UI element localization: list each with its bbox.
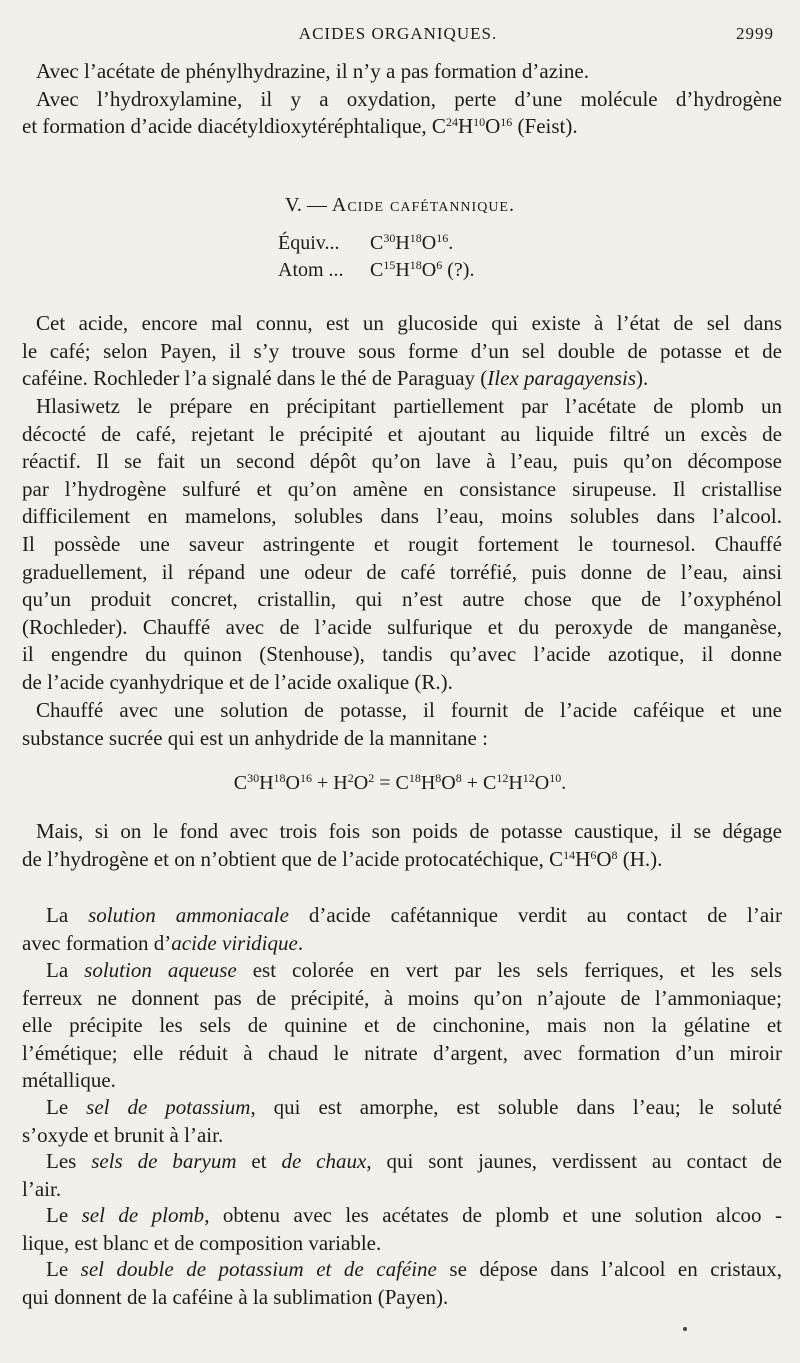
text-line: l’air. [22, 1176, 62, 1201]
text-line: Le sel double de potassium et de caféine se dépose dans l’alcool en cristaux, [46, 1257, 782, 1281]
text-line: difficilement en mamelons, solubles dans l’eau, moins solubles dans l’alcool. [22, 504, 782, 529]
text-line: le café; selon Payen, il s’y trouve sous forme d’un sel double de potasse et de [22, 338, 782, 363]
text-line: avec formation d’acide viridique. [22, 930, 304, 955]
text-line: Hlasiwetz le prépare en précipitant partiellement par l’acétate de plomb un [36, 394, 782, 418]
text-line: substance sucrée qui est un anhydride de la mannitane : [22, 725, 488, 750]
paragraph-double-salt [22, 1256, 782, 1311]
text-line: métallique. [22, 1068, 116, 1093]
text-line: qu’un produit concret, cristallin, qui n’est autre chose que de l’oxyphénol [22, 587, 782, 612]
text-line: décocté de café, rejetant le précipité et ajoutant au liquide filtré un excès de [22, 421, 782, 446]
running-title: ACIDES ORGANIQUES. [298, 24, 498, 43]
text-line: de l’acide cyanhydrique et de l’acide oxalique (R.). [22, 669, 453, 694]
intro-paragraph [22, 58, 782, 141]
text-line: caféine. Rochleder l’a signalé dans le thé de Paraguay (Ilex paragayensis). [22, 366, 649, 391]
text-line: Chauffé avec une solution de potasse, il fournit de l’acide caféique et une [36, 698, 782, 722]
equivalent-formula: Équiv... $C^{30}H^{18}O^{16}$. [278, 231, 454, 254]
text-line: l’émétique; elle réduit à chaud le nitrate d’argent, avec formation d’un miroir [22, 1040, 782, 1065]
text-line: La solution ammoniacale d’acide cafétannique verdit au contact de l’air [46, 903, 782, 927]
chemical-formula: $C^{24}H^{10}O^{16}$ [431, 114, 513, 139]
text-line: (Rochleder). Chauffé avec de l’acide sulfurique et du peroxyde de manganèse, [22, 614, 782, 639]
formula-block [278, 230, 474, 284]
paragraph-potassium-salt [22, 1094, 782, 1149]
text-line: Le sel de plomb, obtenu avec les acétates de plomb et une solution alcoo - [46, 1203, 782, 1227]
reaction-equation: $C^{30}H^{18}O^{16} + H^2O^2 = C^{18}H^8O^8 + C^{12}H^{12}O^{10}$. [233, 771, 567, 794]
paragraph-aqueous [22, 957, 782, 1095]
text-line: La solution aqueuse est colorée en vert par les sels ferriques, et les sels [46, 958, 782, 982]
text-line: Le sel de potassium, qui est amorphe, est soluble dans l’eau; le soluté [46, 1095, 782, 1119]
text-line: qui donnent de la caféine à la sublimation (Payen). [22, 1284, 449, 1309]
text-line: ferreux ne donnent pas de précipité, à moins qu’on n’ajoute de l’ammoniaque; [22, 985, 782, 1010]
text-line: il engendre du quinon (Stenhouse), tandis qu’avec l’acide azotique, il donne [22, 642, 782, 667]
paragraph-occurrence [22, 310, 782, 393]
text-line: Avec l’acétate de phénylhydrazine, il n’y a pas formation d’azine. [36, 59, 589, 83]
text-line: et formation d’acide diacétyldioxytéréphtalique, $C^{24}H^{10}O^{16}$ (Feist). [22, 114, 578, 139]
section-title: Acide cafétannique. [331, 194, 515, 216]
paragraph-potash [22, 697, 782, 752]
text-line: elle précipite les sels de quinine et de cinchonine, mais non la gélatine et [22, 1013, 782, 1038]
text-line: par l’hydrogène sulfuré et qu’on amène en consistance sirupeuse. Il cristallise [22, 476, 782, 501]
paragraph-ammoniacal [22, 902, 782, 957]
ink-speck [683, 1327, 687, 1331]
text-line: s’oxyde et brunit à l’air. [22, 1122, 224, 1147]
text-line: Les sels de baryum et de chaux, qui sont jaunes, verdissent au contact de [46, 1149, 782, 1173]
running-head [22, 24, 774, 48]
chemical-formula: $C^{14}H^6O^8$ [549, 846, 618, 871]
page-number: 2999 [736, 24, 774, 43]
section-heading: V. — Acide cafétannique. [285, 194, 515, 216]
text-line: Mais, si on le fond avec trois fois son poids de potasse caustique, il se dégage [36, 819, 782, 843]
atomic-formula: Atom ... $C^{15}H^{18}O^6$ (?). [278, 258, 475, 281]
paragraph-lead-salt [22, 1202, 782, 1257]
text-line: Il possède une saveur astringente et rougit fortement le tournesol. Chauffé [22, 531, 782, 556]
paragraph-preparation [22, 393, 782, 697]
text-line: graduellement, il répand une odeur de café torréfié, puis donne de l’eau, ainsi [22, 559, 782, 584]
text-line: Cet acide, encore mal connu, est un glucoside qui existe à l’état de sel dans [36, 311, 782, 335]
text-line: réactif. Il se fait un second dépôt qu’on lave à l’eau, puis qu’on décompose [22, 449, 782, 474]
text-line: lique, est blanc et de composition variable. [22, 1230, 382, 1255]
paragraph-barium-salts [22, 1148, 782, 1203]
paragraph-fusion [22, 818, 782, 873]
text-line: Avec l’hydroxylamine, il y a oxydation, perte d’une molécule d’hydrogène [36, 86, 782, 111]
text-line: de l’hydrogène et on n’obtient que de l’acide protocatéchique, $C^{14}H^6O^8$ (H.). [22, 846, 663, 871]
